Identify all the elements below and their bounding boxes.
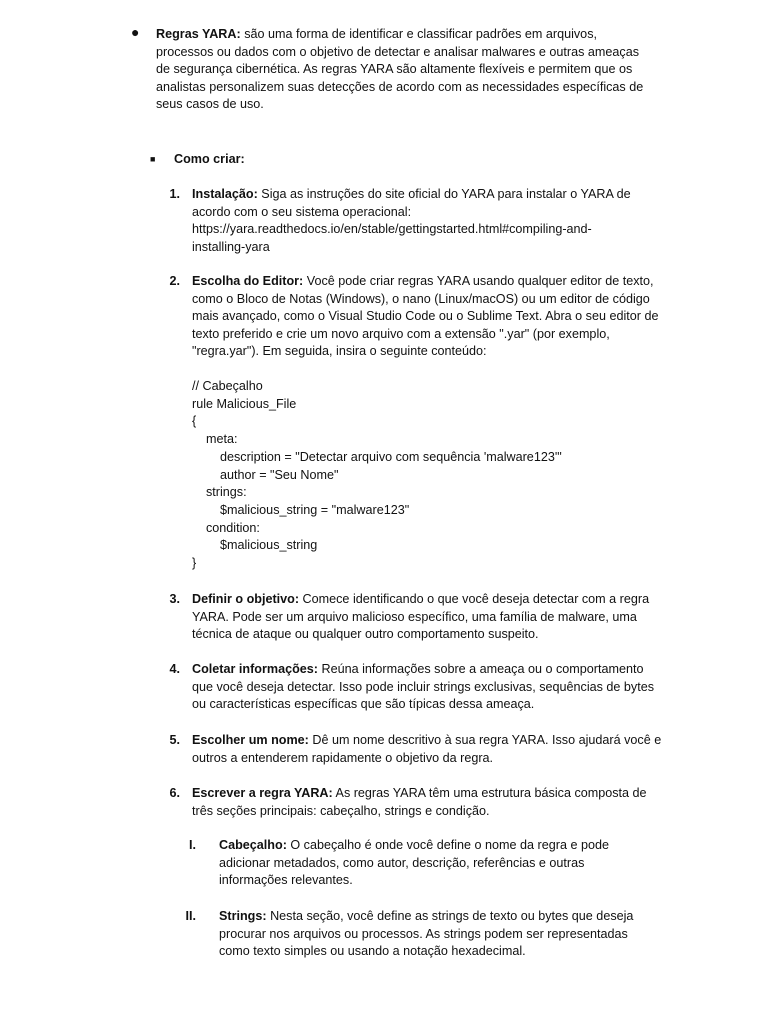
step-item (192, 186, 632, 256)
subsection-item (219, 908, 639, 961)
step-text: Siga as instruções do site oficial do YARA para instalar o YARA de acordo com o seu sistema operacional: https://yara.readthedocs.io/en/stable/gettingstarted.html#compiling-and-installing-yara (192, 187, 631, 254)
step-number: 6. (169, 786, 180, 800)
subsection-text: O cabeçalho é onde você define o nome da regra e pode adicionar metadados, como autor, descrição, referências e outras informações relevantes. (219, 838, 609, 888)
subsection-title: Cabeçalho: (219, 838, 287, 852)
step-number: 3. (169, 592, 180, 606)
step-number: 4. (169, 662, 180, 676)
code-line: $malicious_string = "malware123" (192, 502, 410, 517)
section-heading (174, 151, 245, 169)
step-item (192, 273, 662, 361)
code-line: $malicious_string (192, 538, 318, 553)
step-item (192, 591, 662, 644)
step-item (192, 732, 662, 767)
step-title: Escrever a regra YARA: (192, 786, 333, 800)
intro-text: são uma forma de identificar e classificar padrões em arquivos, processos ou dados com o objetivo de detectar e analisar malwares e outras ameaças de segurança cibernética. As regras YARA são altamente flexíveis e permitem que os analistas personalizem suas detecções de acordo com as necessidades específicas de seus casos de uso. (156, 27, 644, 112)
code-line: // Cabeçalho (192, 379, 263, 393)
code-line: condition: (192, 520, 260, 535)
subsection-item (219, 837, 639, 890)
subsection-title: Strings: (219, 909, 267, 923)
step-text: As regras YARA têm uma estrutura básica composta de três seções principais: cabeçalho, strings e condição. (192, 786, 647, 818)
intro-term: Regras YARA: (156, 27, 241, 41)
step-text: Comece identificando o que você deseja detectar com a regra YARA. Pode ser um arquivo malicioso específico, uma família de malware, uma técnica de ataque ou qualquer outro comportamento suspeito. (192, 592, 650, 642)
step-title: Definir o objetivo: (192, 592, 300, 606)
step-item (192, 661, 662, 714)
step-title: Escolha do Editor: (192, 274, 304, 288)
step-text: Reúna informações sobre a ameaça ou o comportamento que você deseja detectar. Isso pode incluir strings exclusivas, sequências de bytes ou características específicas que são típicas dessa ameaça. (192, 662, 655, 712)
step-number: 2. (169, 274, 180, 288)
code-line: author = "Seu Nome" (192, 467, 339, 482)
code-line: rule Malicious_File (192, 396, 297, 411)
code-line: strings: (192, 485, 247, 500)
code-line: meta: (192, 432, 238, 447)
intro-paragraph (156, 26, 656, 114)
step-text: Você pode criar regras YARA usando qualquer editor de texto, como o Bloco de Notas (Windows), o nano (Linux/macOS) ou um editor de código mais avançado, como o Visual Studio Code ou o Sublime Text. Abra o seu editor de texto preferido e crie um novo arquivo com a extensão ".yar" (por exemplo, "regra.yar"). Em seguida, insira o seguinte conteúdo: (192, 274, 659, 359)
bullet-dot: ● (131, 24, 140, 40)
code-block (192, 378, 562, 573)
code-line: } (192, 556, 197, 571)
step-title: Escolher um nome: (192, 733, 309, 747)
step-title: Coletar informações: (192, 662, 318, 676)
section-label: Como criar: (174, 152, 245, 166)
subsection-number: I. (189, 838, 196, 852)
square-bullet: ■ (150, 154, 156, 164)
step-title: Instalação: (192, 187, 258, 201)
step-number: 1. (169, 187, 180, 201)
subsection-number: II. (185, 909, 196, 923)
code-line: { (192, 414, 197, 429)
code-line: description = "Detectar arquivo com sequência 'malware123'" (192, 449, 562, 464)
step-text: Dê um nome descritivo à sua regra YARA. Isso ajudará você e outros a entenderem rapidamente o objetivo da regra. (192, 733, 662, 765)
step-item (192, 785, 662, 820)
subsection-text: Nesta seção, você define as strings de texto ou bytes que deseja procurar nos arquivos ou processos. As strings podem ser representadas como texto simples ou usando a notação hexadecimal. (219, 909, 634, 959)
step-number: 5. (169, 733, 180, 747)
